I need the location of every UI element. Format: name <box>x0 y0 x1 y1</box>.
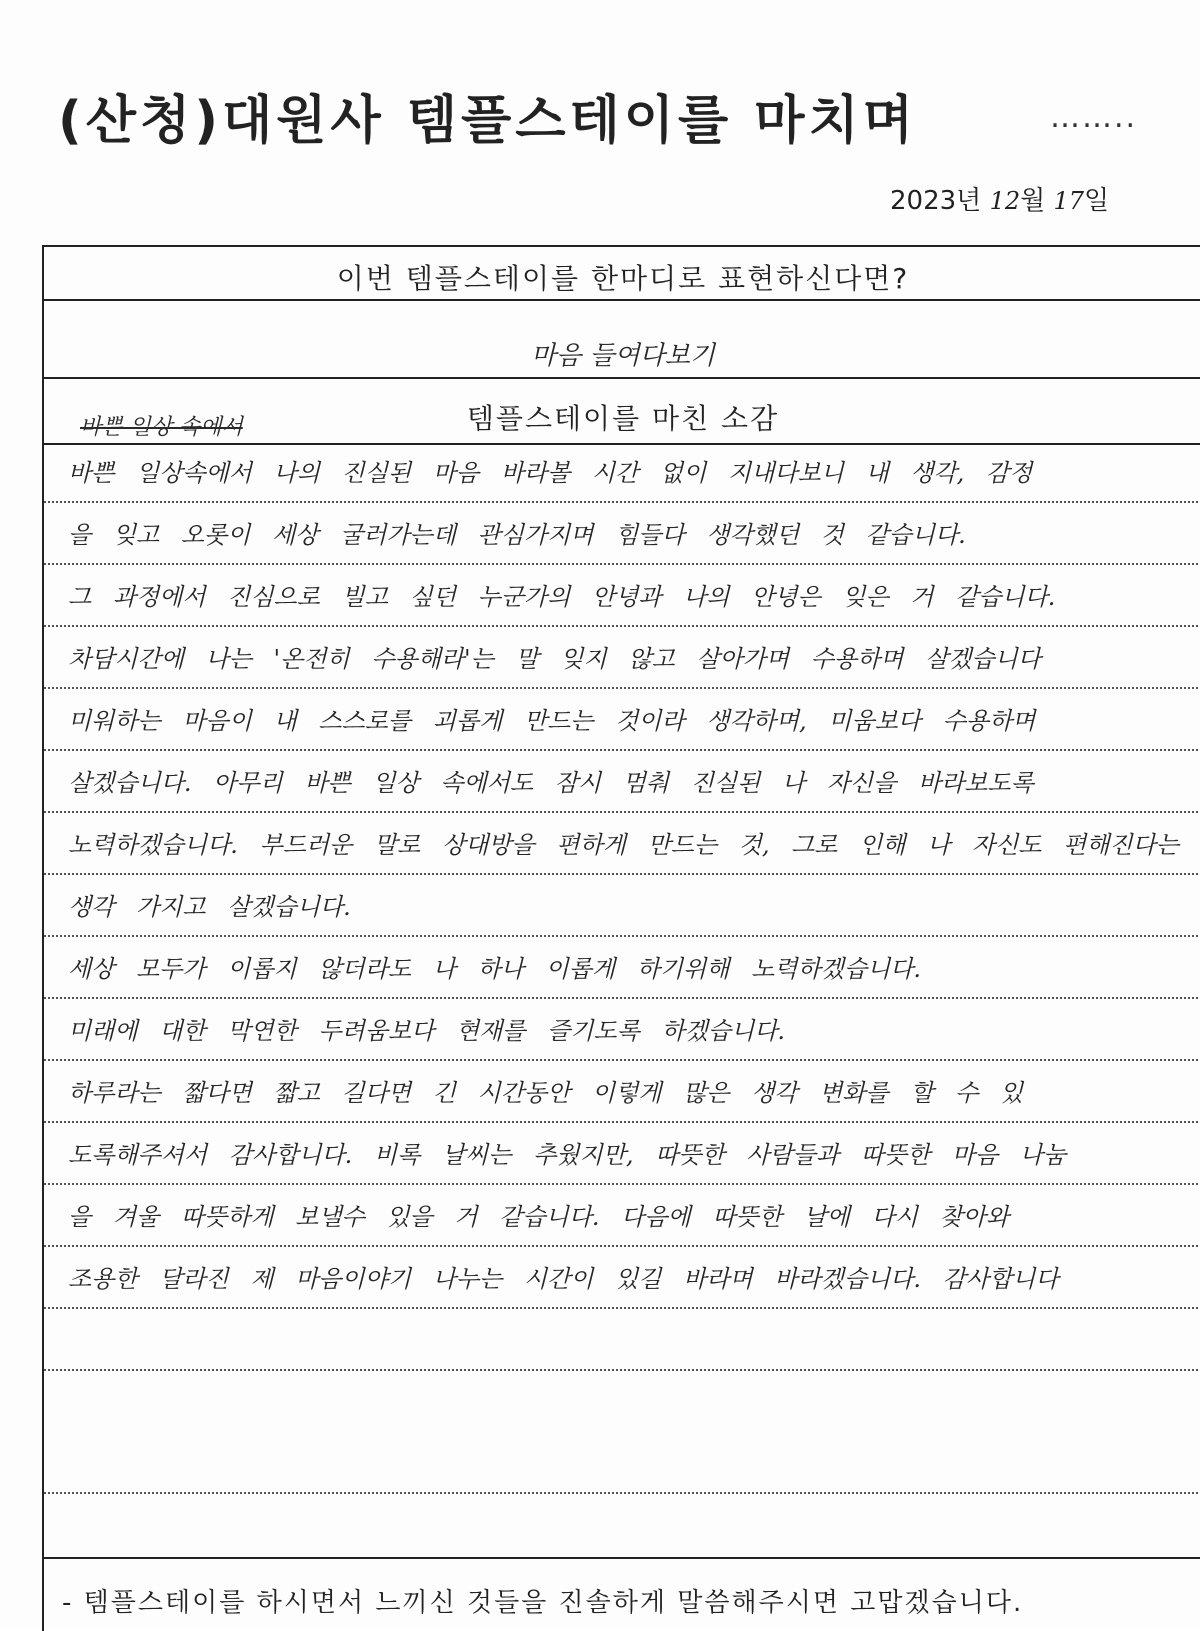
ruled-line <box>44 1369 1200 1371</box>
struck-out-text: 바쁜 일상 속에서 <box>80 415 243 440</box>
ruled-line <box>44 1059 1200 1061</box>
date-year: 2023 <box>890 186 957 216</box>
ruled-line <box>44 501 1200 503</box>
footer-note: - 템플스테이를 하시면서 느끼신 것들을 진솔하게 말씀해주시면 고맙겠습니다. <box>62 1588 1024 1618</box>
ruled-line <box>44 873 1200 875</box>
ruled-line <box>44 997 1200 999</box>
date-day: 17 <box>1053 187 1085 215</box>
question-answer: 마음 들여다보기 <box>530 341 716 371</box>
impression-line: 그 과정에서 진심으로 빌고 싶던 누군가의 안녕과 나의 안녕은 잊은 거 같습니다. <box>68 583 1056 611</box>
impression-line: 을 잊고 오롯이 세상 굴러가는데 관심가지며 힘들다 생각했던 것 같습니다. <box>68 521 966 549</box>
date-line <box>890 180 1109 217</box>
impression-line: 세상 모두가 이롭지 않더라도 나 하나 이롭게 하기위해 노력하겠습니다. <box>68 955 921 983</box>
title-dots: …….. <box>1050 100 1138 135</box>
impression-line: 차담시간에 나는 '온전히 수용해라'는 말 잊지 않고 살아가며 수용하며 살겠습니다 <box>68 645 1041 673</box>
ruled-line <box>44 1245 1200 1247</box>
date-month-label: 월 <box>1020 186 1046 216</box>
date-day-label: 일 <box>1084 186 1110 216</box>
ruled-line <box>44 563 1200 565</box>
document-title: (산청)대원사 템플스테이를 마치며 <box>58 91 917 151</box>
ruled-line <box>44 749 1200 751</box>
date-year-label: 년 <box>956 186 982 216</box>
impression-line: 바쁜 일상속에서 나의 진실된 마음 바라볼 시간 없이 지내다보니 내 생각, 감정 <box>68 459 1033 487</box>
impression-line: 생각 가지고 살겠습니다. <box>68 893 351 921</box>
impressions-heading: 템플스테이를 마친 소감 <box>466 402 780 435</box>
ruled-line <box>44 1121 1200 1123</box>
impression-line: 하루라는 짧다면 짧고 길다면 긴 시간동안 이렇게 많은 생각 변화를 할 수 있 <box>68 1079 1024 1107</box>
ruled-line <box>44 687 1200 689</box>
ruled-line <box>44 935 1200 937</box>
footer-divider <box>44 1557 1200 1559</box>
impression-line: 도록해주셔서 감사합니다. 비록 날씨는 추웠지만, 따뜻한 사람들과 따뜻한 마음 나눔 <box>68 1141 1067 1169</box>
ruled-line-final <box>44 1492 1200 1494</box>
impression-line: 미래에 대한 막연한 두려움보다 현재를 즐기도록 하겠습니다. <box>68 1017 786 1045</box>
impression-line: 을 겨울 따뜻하게 보낼수 있을 거 같습니다. 다음에 따뜻한 날에 다시 찾아와 <box>68 1203 1010 1231</box>
question-heading: 이번 템플스테이를 한마디로 표현하신다면? <box>336 262 910 295</box>
ruled-line <box>44 625 1200 627</box>
ruled-line <box>44 1183 1200 1185</box>
impression-line: 살겠습니다. 아무리 바쁜 일상 속에서도 잠시 멈춰 진실된 나 자신을 바라보도록 <box>68 769 1034 797</box>
question-divider <box>44 299 1200 301</box>
ruled-line <box>44 1307 1200 1309</box>
impression-line: 미워하는 마음이 내 스스로를 괴롭게 만드는 것이라 생각하며, 미움보다 수용하며 <box>68 707 1036 735</box>
answer-divider <box>44 377 1200 379</box>
date-month: 12 <box>989 187 1021 215</box>
impression-line: 조용한 달라진 제 마음이야기 나누는 시간이 있길 바라며 바라겠습니다. 감사합니다 <box>68 1265 1059 1293</box>
survey-form <box>42 245 1200 1631</box>
impressions-divider <box>44 443 1200 445</box>
ruled-line <box>44 811 1200 813</box>
impression-line: 노력하겠습니다. 부드러운 말로 상대방을 편하게 만드는 것, 그로 인해 나 자신도 편해진다는 <box>68 831 1179 859</box>
